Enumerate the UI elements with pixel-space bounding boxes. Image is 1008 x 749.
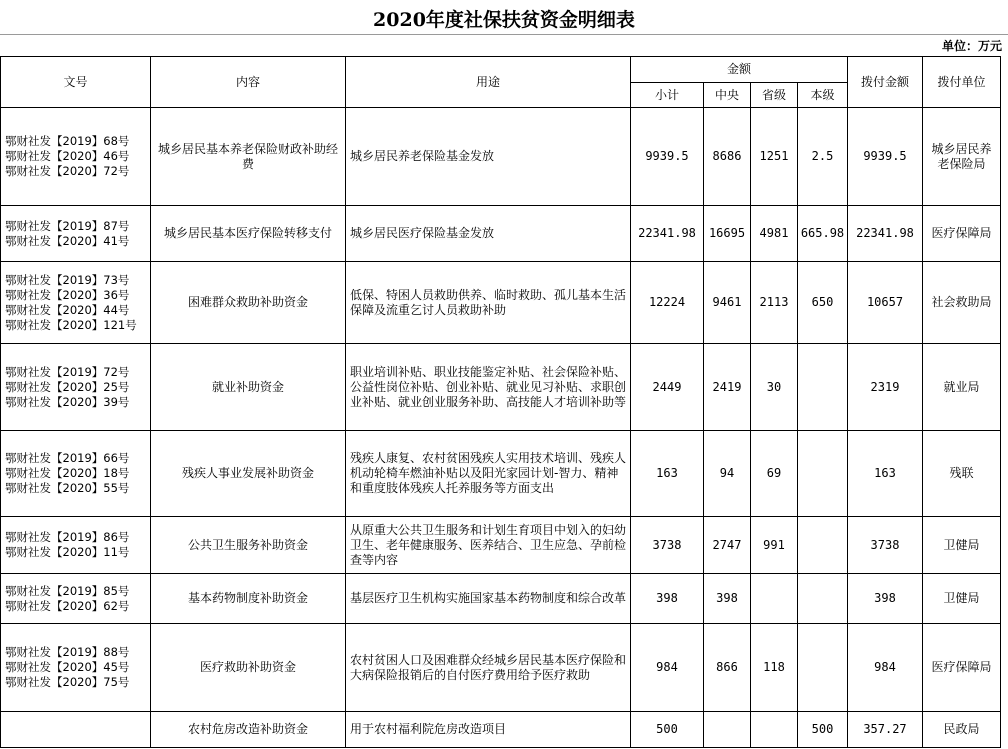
cell-subtotal: 9939.5 (631, 108, 704, 206)
cell-unit-name: 卫健局 (923, 574, 1001, 624)
cell-doc-no (1, 517, 151, 574)
cell-unit-name: 社会救助局 (923, 262, 1001, 344)
doc-no-line: 鄂财社发【2019】87号 (5, 218, 130, 233)
page-title: 2020年度社保扶贫资金明细表 (373, 8, 635, 31)
cell-provincial (751, 574, 798, 624)
cell-unit-name: 城乡居民养老保险局 (923, 108, 1001, 206)
cell-doc-no (1, 206, 151, 262)
cell-allocated: 163 (848, 431, 923, 517)
cell-content: 困难群众救助补助资金 (151, 262, 346, 344)
cell-allocated: 9939.5 (848, 108, 923, 206)
table-row (1, 344, 1001, 431)
cell-provincial: 30 (751, 344, 798, 431)
cell-provincial: 118 (751, 624, 798, 712)
cell-usage: 从原重大公共卫生服务和计划生育项目中划入的妇幼卫生、老年健康服务、医养结合、卫生应急、孕前检查等内容 (346, 517, 631, 574)
cell-content: 基本药物制度补助资金 (151, 574, 346, 624)
table-row (1, 206, 1001, 262)
cell-subtotal: 984 (631, 624, 704, 712)
doc-no-line: 鄂财社发【2020】25号 (5, 379, 130, 394)
cell-local: 500 (798, 712, 848, 748)
cell-central: 16695 (704, 206, 751, 262)
doc-no-line: 鄂财社发【2019】68号 (5, 134, 130, 148)
cell-usage: 职业培训补贴、职业技能鉴定补贴、社会保险补贴、公益性岗位补贴、创业补贴、就业见习补贴、求职创业补贴、就业创业服务补助、高技能人才培训补助等 (346, 344, 631, 431)
cell-subtotal: 2449 (631, 344, 704, 431)
cell-allocated: 10657 (848, 262, 923, 344)
header-doc-no: 文号 (1, 57, 151, 108)
cell-central: 9461 (704, 262, 751, 344)
doc-no-line: 鄂财社发【2020】72号 (5, 164, 130, 178)
cell-provincial: 1251 (751, 108, 798, 206)
table-row (1, 262, 1001, 344)
table-row (1, 108, 1001, 206)
cell-allocated: 2319 (848, 344, 923, 431)
cell-unit-name: 医疗保障局 (923, 624, 1001, 712)
cell-subtotal: 22341.98 (631, 206, 704, 262)
doc-no-line: 鄂财社发【2020】44号 (5, 302, 130, 317)
title-divider (0, 34, 1008, 35)
cell-subtotal: 500 (631, 712, 704, 748)
cell-subtotal: 12224 (631, 262, 704, 344)
cell-unit-name: 民政局 (923, 712, 1001, 748)
header-local: 本级 (798, 83, 848, 108)
cell-allocated: 22341.98 (848, 206, 923, 262)
header-content: 内容 (151, 57, 346, 108)
cell-content: 农村危房改造补助资金 (151, 712, 346, 748)
doc-no-line: 鄂财社发【2020】46号 (5, 149, 130, 163)
cell-doc-no (1, 262, 151, 344)
cell-central: 866 (704, 624, 751, 712)
cell-content: 残疾人事业发展补助资金 (151, 431, 346, 517)
cell-local (798, 574, 848, 624)
doc-no-line: 鄂财社发【2020】18号 (5, 466, 130, 480)
doc-no-line: 鄂财社发【2019】86号 (5, 530, 130, 544)
cell-unit-name: 残联 (923, 431, 1001, 517)
cell-allocated: 3738 (848, 517, 923, 574)
table-row (1, 624, 1001, 712)
cell-content: 医疗救助补助资金 (151, 624, 346, 712)
doc-no-line: 鄂财社发【2020】11号 (5, 545, 130, 559)
cell-content: 就业补助资金 (151, 344, 346, 431)
cell-subtotal: 163 (631, 431, 704, 517)
doc-no-line: 鄂财社发【2020】75号 (5, 675, 130, 689)
cell-central (704, 712, 751, 748)
cell-local (798, 344, 848, 431)
cell-usage: 残疾人康复、农村贫困残疾人实用技术培训、残疾人机动轮椅车燃油补贴以及阳光家园计划-智力、精神和重度肢体残疾人托养服务等方面支出 (346, 431, 631, 517)
cell-subtotal: 398 (631, 574, 704, 624)
cell-usage: 用于农村福利院危房改造项目 (346, 712, 631, 748)
cell-usage: 城乡居民医疗保险基金发放 (346, 206, 631, 262)
cell-central: 94 (704, 431, 751, 517)
cell-provincial (751, 712, 798, 748)
table-row (1, 574, 1001, 624)
cell-central: 2747 (704, 517, 751, 574)
header-usage: 用途 (346, 57, 631, 108)
cell-content: 城乡居民基本医疗保险转移支付 (151, 206, 346, 262)
cell-local: 665.98 (798, 206, 848, 262)
doc-no-line: 鄂财社发【2020】36号 (5, 287, 130, 302)
cell-unit-name: 卫健局 (923, 517, 1001, 574)
table-row (1, 517, 1001, 574)
cell-unit-name: 医疗保障局 (923, 206, 1001, 262)
doc-no-line: 鄂财社发【2019】88号 (5, 645, 130, 659)
cell-provincial: 2113 (751, 262, 798, 344)
header-provincial: 省级 (751, 83, 798, 108)
doc-no-line: 鄂财社发【2020】121号 (5, 317, 137, 332)
doc-no-line: 鄂财社发【2020】39号 (5, 394, 130, 409)
header-row-1 (1, 57, 1001, 83)
cell-allocated: 984 (848, 624, 923, 712)
header-unit-name: 拨付单位 (923, 57, 1001, 108)
doc-no-line: 鄂财社发【2019】72号 (5, 364, 130, 379)
cell-content: 公共卫生服务补助资金 (151, 517, 346, 574)
doc-no-line: 鄂财社发【2020】45号 (5, 660, 130, 674)
cell-provincial: 69 (751, 431, 798, 517)
fund-detail-table (0, 56, 1001, 748)
header-central: 中央 (704, 83, 751, 108)
doc-no-line: 鄂财社发【2019】85号 (5, 583, 130, 598)
cell-local (798, 431, 848, 517)
cell-local (798, 624, 848, 712)
cell-central: 8686 (704, 108, 751, 206)
cell-provincial: 4981 (751, 206, 798, 262)
doc-no-line: 鄂财社发【2020】41号 (5, 233, 130, 248)
cell-doc-no (1, 712, 151, 748)
cell-doc-no (1, 344, 151, 431)
cell-local: 2.5 (798, 108, 848, 206)
cell-provincial: 991 (751, 517, 798, 574)
cell-content: 城乡居民基本养老保险财政补助经费 (151, 108, 346, 206)
cell-local: 650 (798, 262, 848, 344)
header-amount: 金额 (631, 57, 848, 83)
doc-no-line: 鄂财社发【2020】55号 (5, 481, 130, 495)
unit-label: 单位：万元 (941, 39, 1002, 53)
cell-doc-no (1, 108, 151, 206)
cell-central: 398 (704, 574, 751, 624)
cell-local (798, 517, 848, 574)
cell-usage: 低保、特困人员救助供养、临时救助、孤儿基本生活保障及流重乞讨人员救助补助 (346, 262, 631, 344)
doc-no-line: 鄂财社发【2019】66号 (5, 451, 130, 465)
cell-allocated: 357.27 (848, 712, 923, 748)
cell-usage: 基层医疗卫生机构实施国家基本药物制度和综合改革 (346, 574, 631, 624)
cell-doc-no (1, 624, 151, 712)
doc-no-line: 鄂财社发【2019】73号 (5, 272, 130, 287)
cell-doc-no (1, 431, 151, 517)
cell-usage: 农村贫困人口及困难群众经城乡居民基本医疗保险和大病保险报销后的自付医疗费用给予医疗救助 (346, 624, 631, 712)
table-row (1, 431, 1001, 517)
doc-no-line: 鄂财社发【2020】62号 (5, 598, 130, 613)
table-row (1, 712, 1001, 748)
cell-doc-no (1, 574, 151, 624)
cell-unit-name: 就业局 (923, 344, 1001, 431)
header-subtotal: 小计 (631, 83, 704, 108)
header-allocated: 拨付金额 (848, 57, 923, 108)
cell-usage: 城乡居民养老保险基金发放 (346, 108, 631, 206)
cell-subtotal: 3738 (631, 517, 704, 574)
cell-allocated: 398 (848, 574, 923, 624)
cell-central: 2419 (704, 344, 751, 431)
